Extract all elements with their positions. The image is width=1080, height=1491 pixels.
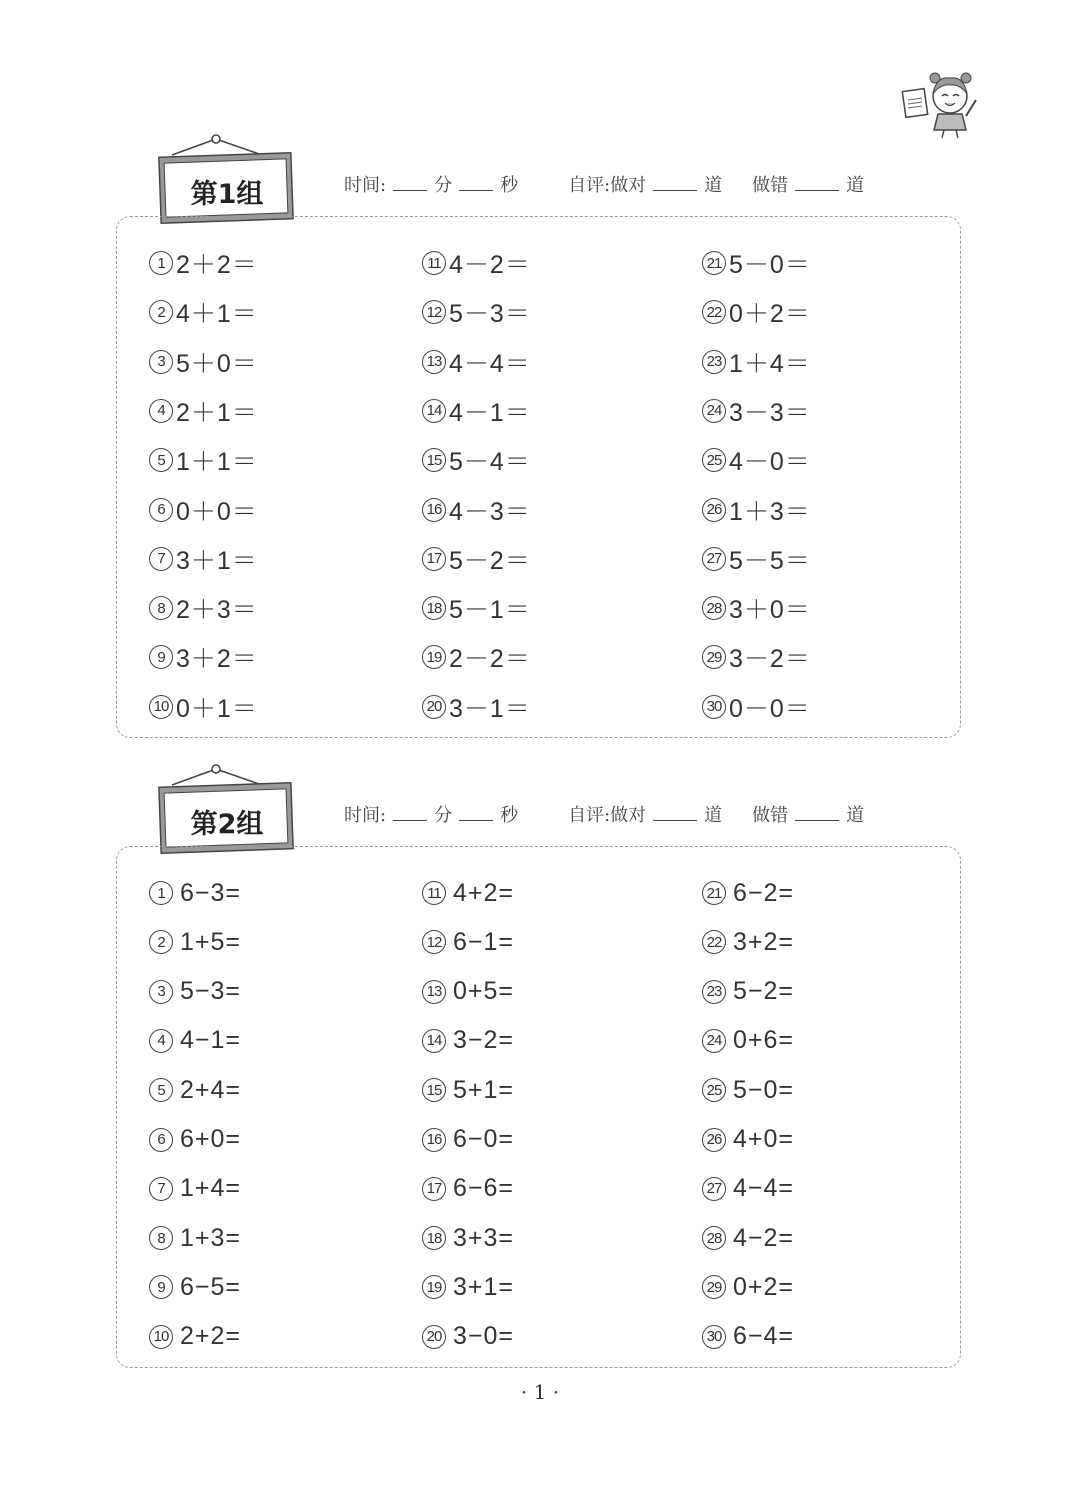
problem-number-badge: 21 [702,881,726,905]
girl-holding-test-paper-illustration [900,70,980,140]
second-unit: 秒 [500,805,519,826]
problem-number-badge: 6 [149,498,173,522]
problem-item [702,1122,794,1158]
problem-item [149,344,258,380]
problem-item [702,442,811,478]
problem-number-badge: 27 [702,1177,726,1201]
problem-number-badge: 14 [422,399,446,423]
problem-number-badge: 25 [702,448,726,472]
problem-number-badge: 18 [422,1226,446,1250]
problem-item [422,1023,514,1059]
problem-expression: 2+4= [180,1075,242,1104]
wrong-count-blank[interactable] [795,176,839,191]
problem-box [116,846,961,1368]
problem-expression: 4－2＝ [449,251,531,279]
problem-item [422,590,531,626]
problem-item [149,442,258,478]
self-eval-correct-label: 自评:做对 [568,175,647,196]
problem-expression: 3−2= [453,1026,515,1055]
seconds-blank[interactable] [459,806,493,821]
problem-expression: 5−3= [180,977,242,1006]
problem-number-badge: 8 [149,1226,173,1250]
time-label: 时间: [344,805,387,826]
problem-expression: 3+2= [733,927,795,956]
problem-number-badge: 30 [702,1325,726,1349]
problem-expression: 3+3= [453,1223,515,1252]
problem-item [422,245,531,281]
problem-number-badge: 23 [702,350,726,374]
problem-expression: 5−0= [733,1075,795,1104]
score-record-line [344,171,864,201]
problem-item [702,541,811,577]
problem-item [422,689,531,725]
problem-number-badge: 2 [149,930,173,954]
problem-number-badge: 23 [702,980,726,1004]
problem-number-badge: 13 [422,980,446,1004]
group-title: 第1组 [190,178,264,210]
problem-item [702,245,811,281]
problem-number-badge: 28 [702,596,726,620]
problem-number-badge: 5 [149,1078,173,1102]
problem-item [149,294,258,330]
problem-expression: 4−4= [733,1174,795,1203]
problem-expression: 4+2= [453,878,515,907]
problem-number-badge: 25 [702,1078,726,1102]
problem-expression: 1+4= [180,1174,242,1203]
problem-number-badge: 26 [702,498,726,522]
problem-number-badge: 11 [422,251,446,275]
problem-expression: 1＋3＝ [729,497,811,526]
minutes-blank[interactable] [393,806,427,821]
problem-number-badge: 27 [702,547,726,571]
problem-item [422,442,531,478]
problem-expression: 6−5= [180,1272,242,1301]
problem-expression: 0+5= [453,977,515,1006]
problem-item [702,1319,794,1355]
problem-item [149,974,241,1010]
problem-expression: 6−6= [453,1174,515,1203]
problem-expression: 5－5＝ [729,546,811,575]
wrong-unit: 道 [846,175,865,196]
problem-number-badge: 16 [422,1128,446,1152]
problem-item [702,344,811,380]
problem-number-badge: 11 [422,881,446,905]
problem-item [149,590,258,626]
problem-expression: 6+0= [180,1125,242,1153]
problem-item [422,875,514,911]
problem-expression: 2+2= [180,1322,242,1351]
problem-item [702,294,811,330]
minutes-blank[interactable] [393,176,427,191]
problem-number-badge: 28 [702,1226,726,1250]
problem-expression: 5－3＝ [449,300,531,329]
problem-expression: 5＋0＝ [176,349,258,378]
problem-expression: 4＋1＝ [176,300,258,329]
correct-unit: 道 [704,175,723,196]
problem-number-badge: 17 [422,1177,446,1201]
problem-expression: 1＋1＝ [176,448,258,477]
problem-expression: 5－2＝ [449,546,531,575]
problem-number-badge: 12 [422,300,446,324]
problem-number-badge: 9 [149,645,173,669]
problem-expression: 6−4= [733,1322,795,1351]
problem-expression: 0+6= [733,1026,795,1055]
problem-expression: 5－1＝ [449,596,531,625]
problem-expression: 0+2= [733,1272,795,1301]
correct-unit: 道 [704,805,723,826]
minute-unit: 分 [434,805,453,826]
problem-expression: 4－1＝ [449,398,531,427]
problem-expression: 4−1= [180,1026,242,1055]
problem-expression: 2＋3＝ [176,596,258,625]
correct-count-blank[interactable] [653,806,697,821]
problem-expression: 3−0= [453,1322,515,1351]
problem-number-badge: 9 [149,1275,173,1299]
problem-item [702,393,811,429]
problem-item [149,492,258,528]
problem-expression: 3＋2＝ [176,645,258,674]
problem-item [702,1220,794,1256]
problem-expression: 6−2= [733,878,795,907]
wrong-label: 做错 [752,175,789,196]
problem-expression: 1+3= [180,1223,242,1252]
problem-number-badge: 1 [149,251,173,275]
problem-item [149,1023,241,1059]
problem-expression: 0－0＝ [729,694,811,723]
problem-expression: 1＋4＝ [729,349,811,378]
problem-number-badge: 19 [422,1275,446,1299]
problem-item [702,1269,794,1305]
problem-expression: 6−3= [180,878,242,907]
problem-expression: 5+1= [453,1075,515,1104]
problem-item [149,689,258,725]
problem-number-badge: 20 [422,695,446,719]
second-unit: 秒 [500,175,519,196]
problem-number-badge: 24 [702,399,726,423]
problem-item [422,294,531,330]
problem-expression: 0＋1＝ [176,694,258,723]
score-record-line [344,801,864,831]
problem-expression: 4+0= [733,1125,795,1153]
problem-expression: 4－0＝ [729,448,811,477]
problem-expression: 0＋0＝ [176,497,258,526]
problem-number-badge: 4 [149,1029,173,1053]
problem-expression: 2－2＝ [449,645,531,674]
problem-expression: 2＋2＝ [176,251,258,279]
problem-item [422,639,531,675]
problem-number-badge: 6 [149,1128,173,1152]
problem-number-badge: 8 [149,596,173,620]
problem-number-badge: 19 [422,645,446,669]
problem-expression: 3＋0＝ [729,596,811,625]
problem-number-badge: 20 [422,1325,446,1349]
problem-item [422,1171,514,1207]
problem-number-badge: 1 [149,881,173,905]
problem-number-badge: 10 [149,695,173,719]
minute-unit: 分 [434,175,453,196]
problem-number-badge: 17 [422,547,446,571]
page-number: · 1 · [520,1380,560,1404]
problem-item [422,974,514,1010]
problem-number-badge: 21 [702,251,726,275]
problem-expression: 6−0= [453,1125,515,1153]
wrong-label: 做错 [752,805,789,826]
problem-item [422,1319,514,1355]
problem-expression: 4－3＝ [449,497,531,526]
problem-expression: 0＋2＝ [729,300,811,329]
problem-number-badge: 16 [422,498,446,522]
problem-number-badge: 2 [149,300,173,324]
problem-number-badge: 14 [422,1029,446,1053]
group-title: 第2组 [190,808,264,840]
problem-expression: 1+5= [180,927,242,956]
seconds-blank[interactable] [459,176,493,191]
problem-number-badge: 30 [702,695,726,719]
problem-box [116,216,961,738]
problem-number-badge: 12 [422,930,446,954]
problem-item [149,393,258,429]
problem-expression: 3－2＝ [729,645,811,674]
problem-item [702,1023,794,1059]
problem-item [422,1269,514,1305]
problem-item [149,1319,241,1355]
problem-number-badge: 22 [702,930,726,954]
problem-item [149,541,258,577]
problem-number-badge: 15 [422,1078,446,1102]
problem-item [702,974,794,1010]
problem-item [149,639,258,675]
problem-expression: 6−1= [453,927,515,956]
problem-expression: 5－4＝ [449,448,531,477]
problem-item [422,541,531,577]
problem-item [149,875,241,911]
problem-item [149,1072,241,1108]
problem-item [422,393,531,429]
problem-number-badge: 15 [422,448,446,472]
problem-item [149,1171,241,1207]
problem-number-badge: 24 [702,1029,726,1053]
problem-expression: 5−2= [733,977,795,1006]
problem-item [422,1220,514,1256]
problem-item [702,1072,794,1108]
problem-item [702,924,794,960]
problem-number-badge: 10 [149,1325,173,1349]
problem-item [702,492,811,528]
problem-item [422,924,514,960]
problem-expression: 2＋1＝ [176,398,258,427]
problem-number-badge: 29 [702,645,726,669]
problem-number-badge: 3 [149,350,173,374]
problem-item [422,492,531,528]
problem-item [702,590,811,626]
self-eval-correct-label: 自评:做对 [568,805,647,826]
problem-item [422,1072,514,1108]
problem-expression: 3－3＝ [729,398,811,427]
problem-item [422,344,531,380]
problem-item [149,1122,241,1158]
problem-number-badge: 29 [702,1275,726,1299]
problem-item [149,924,241,960]
time-label: 时间: [344,175,387,196]
problem-number-badge: 18 [422,596,446,620]
correct-count-blank[interactable] [653,176,697,191]
problem-item [422,1122,514,1158]
problem-expression: 5－0＝ [729,251,811,279]
problem-number-badge: 22 [702,300,726,324]
wrong-count-blank[interactable] [795,806,839,821]
problem-expression: 4−2= [733,1223,795,1252]
problem-number-badge: 7 [149,1177,173,1201]
problem-item [149,245,258,281]
problem-item [702,1171,794,1207]
problem-item [702,875,794,911]
problem-item [702,639,811,675]
problem-number-badge: 13 [422,350,446,374]
problem-expression: 3＋1＝ [176,546,258,575]
problem-expression: 3－1＝ [449,694,531,723]
problem-number-badge: 26 [702,1128,726,1152]
problem-number-badge: 3 [149,980,173,1004]
problem-expression: 4－4＝ [449,349,531,378]
problem-number-badge: 7 [149,547,173,571]
problem-number-badge: 5 [149,448,173,472]
problem-expression: 3+1= [453,1272,515,1301]
problem-number-badge: 4 [149,399,173,423]
problem-item [149,1269,241,1305]
problem-item [149,1220,241,1256]
wrong-unit: 道 [846,805,865,826]
problem-item [702,689,811,725]
